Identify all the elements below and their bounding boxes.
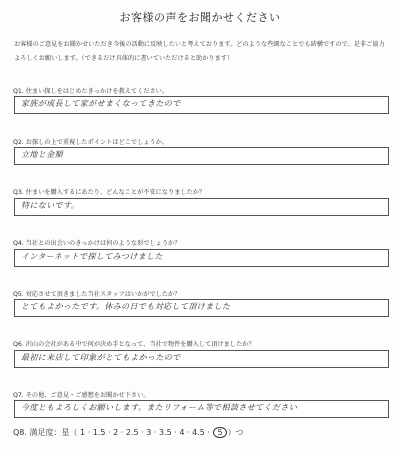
question-label-4: Q4. 当社との出会いのきっかけは何のような形でしょうか？ xyxy=(13,240,181,247)
answer-text-6: 最初に来店して印象がとてもよかったので xyxy=(21,353,181,362)
page-title: お客様の声をお聞かせください xyxy=(119,11,281,24)
question-label-6: Q6. 沢山の会社がある中で何が決め手となって、当社で物件を購入して頂けましたか？ xyxy=(13,341,255,348)
rating-selected[interactable]: 5 xyxy=(213,427,226,438)
question-label-3: Q3. 住まいを購入するにあたり、どんなことが不安になりましたか？ xyxy=(13,189,206,196)
satisfaction-suffix: ）つ xyxy=(227,428,244,437)
answer-box-1 xyxy=(14,96,389,114)
answer-text-4: インターネットで探してみつけました xyxy=(21,252,163,261)
question-label-7: Q7. その他、ご意見・ご感想をお聞かせ下さい。 xyxy=(13,392,150,399)
answer-box-3 xyxy=(14,198,389,216)
answer-box-2 xyxy=(14,147,389,165)
question-label-2: Q2. お探しの上で重視したポイントはどこでしょうか。 xyxy=(13,139,169,146)
rating-option[interactable]: 2 xyxy=(113,428,119,437)
rating-option[interactable]: 4 xyxy=(179,428,185,437)
rating-option[interactable]: 2.5 xyxy=(125,428,139,437)
question-label-1: Q1. 住まい探しをはじめたきっかけを教えてください。 xyxy=(13,88,169,95)
answer-box-4 xyxy=(14,249,389,267)
answer-box-7 xyxy=(14,400,389,418)
question-label-5: Q5. 対応させて頂きました当社スタッフはいかがでしたか？ xyxy=(13,291,181,298)
satisfaction-row: Q8. 満足度：星（ 1 · 1.5 · 2 · 2.5 · 3 · 3.5 · 4 · 4.5 · 5 ）つ xyxy=(13,428,244,437)
rating-option[interactable]: 1 xyxy=(80,428,86,437)
answer-box-6 xyxy=(14,350,389,368)
satisfaction-label: Q8. 満足度：星（ xyxy=(13,428,78,437)
answer-text-3: 特にないです。 xyxy=(21,201,80,210)
rating-option[interactable]: 4.5 xyxy=(192,428,205,437)
answer-text-1: 家族が成長して家がせまくなってきたので xyxy=(21,99,181,108)
answer-text-2: 立地と金額 xyxy=(21,150,63,159)
answer-text-5: とてもよかったです。休みの日でも対応して頂けました xyxy=(21,302,231,311)
answer-text-7: 今度ともよろしくお願いします。またリフォーム等で相談させてください xyxy=(21,403,298,412)
rating-option[interactable]: 1.5 xyxy=(92,428,106,437)
intro-text: お客様のご意見をお聞かせいただき今後の活動に反映したいと考えております。どのような些細なことでも結構ですので、是非ご協力よろしくお願いします。（できるだけ具体的に書いていただけると助かります） xyxy=(14,41,385,62)
rating-option[interactable]: 3 xyxy=(146,428,152,437)
answer-box-5 xyxy=(14,299,389,317)
rating-option[interactable]: 3.5 xyxy=(158,428,172,437)
